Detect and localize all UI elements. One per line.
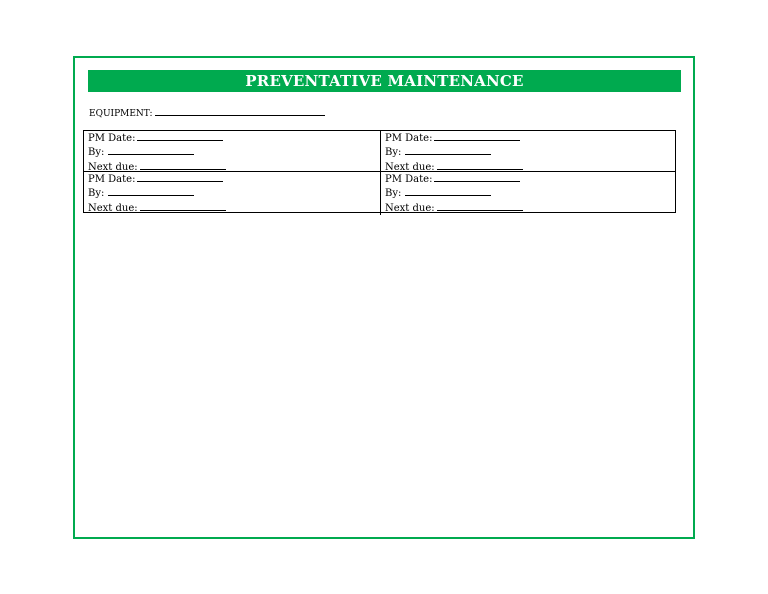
by-label: By:	[385, 188, 402, 200]
next-due-field[interactable]	[140, 160, 226, 170]
next-due-label: Next due:	[385, 202, 435, 214]
by-label: By:	[385, 147, 402, 159]
equipment-row	[89, 107, 325, 120]
by-field[interactable]	[405, 186, 491, 196]
equipment-field[interactable]	[155, 107, 325, 116]
next-due-label: Next due:	[385, 161, 435, 173]
pm-date-label: PM Date:	[88, 174, 136, 185]
form-frame	[73, 56, 695, 539]
form-title: PREVENTATIVE MAINTENANCE	[88, 70, 681, 92]
pm-date-field[interactable]	[434, 131, 520, 141]
pm-date-field[interactable]	[434, 172, 520, 182]
next-due-field[interactable]	[437, 160, 523, 170]
pm-date-label: PM Date:	[385, 174, 433, 185]
equipment-label: EQUIPMENT:	[89, 109, 153, 119]
pm-record-3	[84, 172, 381, 215]
pm-record-1	[84, 131, 381, 172]
next-due-label: Next due:	[88, 161, 138, 173]
pm-date-label: PM Date:	[385, 133, 433, 144]
by-field[interactable]	[108, 186, 194, 196]
pm-date-field[interactable]	[137, 172, 223, 182]
by-label: By:	[88, 147, 105, 159]
pm-record-2	[381, 131, 675, 172]
by-field[interactable]	[405, 145, 491, 155]
by-label: By:	[88, 188, 105, 200]
pm-record-4	[381, 172, 675, 215]
pm-date-field[interactable]	[137, 131, 223, 141]
by-field[interactable]	[108, 145, 194, 155]
pm-record-grid	[83, 130, 676, 213]
pm-date-label: PM Date:	[88, 133, 136, 144]
next-due-field[interactable]	[140, 201, 226, 211]
next-due-label: Next due:	[88, 202, 138, 214]
next-due-field[interactable]	[437, 201, 523, 211]
